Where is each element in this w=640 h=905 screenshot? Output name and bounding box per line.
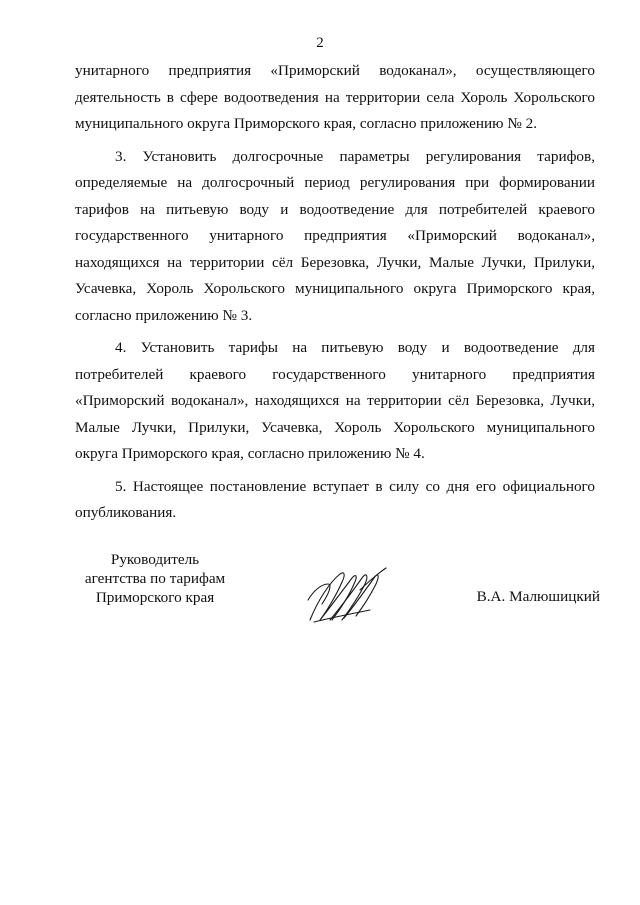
text-line: согласно приложению № 3. — [75, 306, 253, 324]
signatory-title-line: агентства по тарифам — [84, 570, 226, 587]
text-line: округа Приморского края, согласно приложению № 4. — [75, 445, 425, 462]
text-line: деятельность в сфере водоотведения на территории села Хороль Хорольского — [75, 88, 595, 106]
text-line: находящихся на территории сёл Березовка, Лучки, Малые Лучки, Прилуки, — [75, 253, 595, 271]
text-line: 3. Установить долгосрочные параметры регулирования тарифов, — [115, 147, 595, 165]
page-number: 2 — [316, 35, 324, 51]
text-line: Усачевка, Хороль Хорольского муниципального округа Приморского края, — [75, 280, 595, 297]
text-line: тарифов на питьевую воду и водоотведение для потребителей краевого — [75, 200, 595, 218]
text-line: муниципального округа Приморского края, согласно приложению № 2. — [75, 115, 538, 132]
signatory-title — [75, 550, 235, 607]
text-line: «Приморский водоканал», находящихся на территории сёл Березовка, Лучки, — [75, 392, 595, 409]
text-line: 4. Установить тарифы на питьевую воду и водоотведение для — [115, 339, 595, 356]
signatory-title-line: Приморского края — [95, 589, 215, 606]
signatory-title-line: Руководитель — [110, 551, 200, 568]
text-line: потребителей краевого государственного унитарного предприятия — [75, 365, 595, 383]
text-line: определяемые на долгосрочный период регулирования при формировании — [75, 174, 595, 191]
signatory-name: В.А. Малюшицкий — [476, 588, 600, 605]
text-line: Малые Лучки, Прилуки, Усачевка, Хороль Хорольского муниципального — [75, 418, 595, 436]
handwritten-signature — [300, 560, 390, 630]
text-line: 5. Настоящее постановление вступает в силу со дня его официального — [115, 477, 595, 495]
text-line: унитарного предприятия «Приморский водоканал», осуществляющего — [75, 62, 595, 79]
text-line: опубликования. — [75, 504, 177, 521]
text-line: государственного унитарного предприятия «Приморский водоканал», — [75, 227, 595, 244]
